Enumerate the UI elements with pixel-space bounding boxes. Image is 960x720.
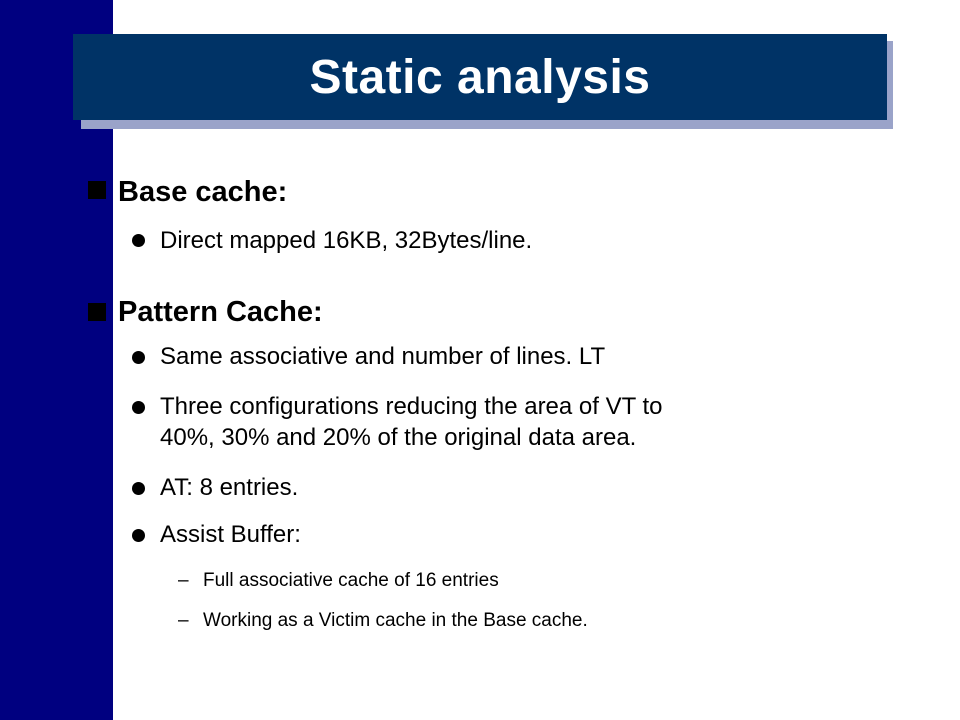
dash-bullet-icon: – (178, 610, 189, 631)
section-heading-base-cache: Base cache: (118, 176, 288, 208)
round-bullet-icon (132, 482, 145, 495)
list-item: AT: 8 entries. (160, 474, 299, 501)
round-bullet-icon (132, 401, 145, 414)
square-bullet-icon (88, 181, 106, 199)
round-bullet-icon (132, 234, 145, 247)
list-item: Assist Buffer: (160, 521, 301, 548)
dash-bullet-icon: – (178, 570, 189, 591)
section-heading-pattern-cache: Pattern Cache: (118, 296, 323, 328)
round-bullet-icon (132, 351, 145, 364)
list-item: Same associative and number of lines. LT (160, 343, 606, 370)
square-bullet-icon (88, 303, 106, 321)
list-item: Direct mapped 16KB, 32Bytes/line. (160, 227, 533, 254)
round-bullet-icon (132, 529, 145, 542)
slide-title: Static analysis (309, 50, 651, 104)
list-item-line-1: Three configurations reducing the area of VT to (160, 393, 663, 420)
sub-list-item: Full associative cache of 16 entries (203, 570, 499, 591)
list-item-line-2: 40%, 30% and 20% of the original data area. (160, 424, 637, 451)
sub-list-item: Working as a Victim cache in the Base cache. (203, 610, 588, 631)
